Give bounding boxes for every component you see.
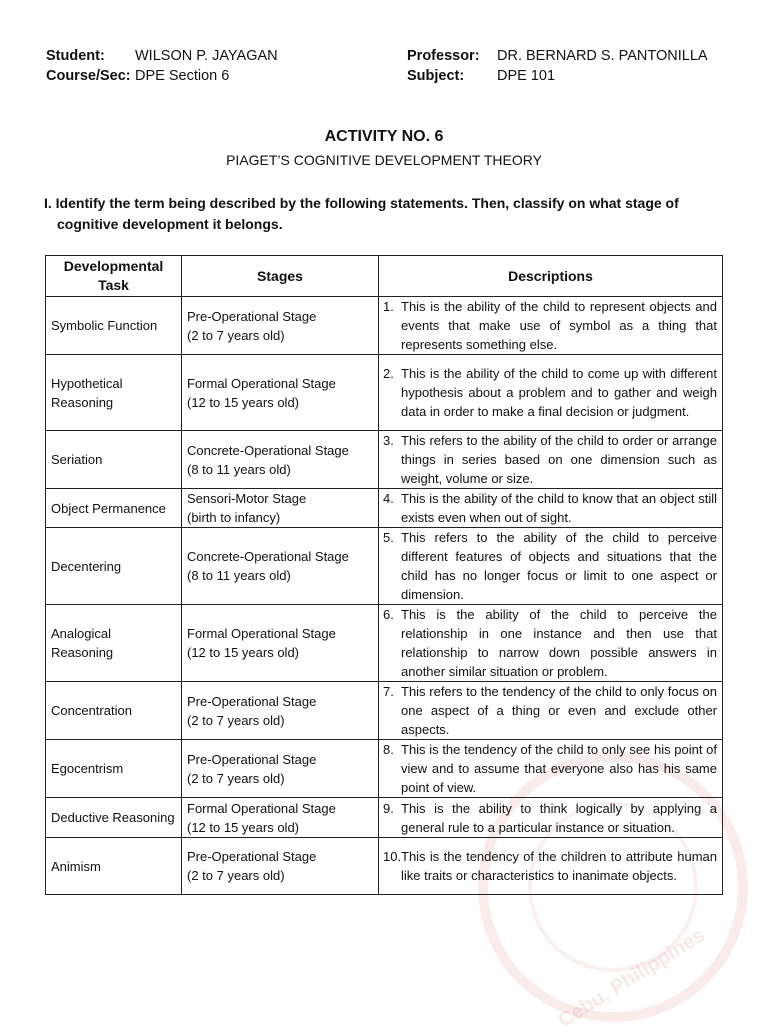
table-row — [46, 528, 723, 605]
task-cell — [46, 355, 182, 431]
stage-cell — [182, 431, 379, 489]
table-header-row — [46, 256, 723, 297]
stage-age: (12 to 15 years old) — [187, 819, 300, 835]
stage-age: (2 to 7 years old) — [187, 712, 285, 728]
description-cell — [379, 355, 723, 431]
stage-cell — [182, 838, 379, 895]
instruction-text: I. Identify the term being described by the following statements. Then, classify on what stage of cognitive development it belongs. — [44, 195, 679, 232]
stage-name: Formal Operational Stage — [187, 626, 336, 641]
item-number: 3. — [383, 433, 394, 448]
student-label: Student: — [46, 48, 105, 64]
task-cell — [46, 605, 182, 682]
task-cell — [46, 489, 182, 528]
item-number: 6. — [383, 607, 394, 622]
task-name: Concentration — [51, 703, 132, 718]
table-row — [46, 798, 723, 838]
description-cell — [379, 489, 723, 528]
stage-age: (12 to 15 years old) — [187, 645, 300, 660]
stage-age: (2 to 7 years old) — [187, 868, 285, 883]
table-row — [46, 489, 723, 528]
header-row-2 — [46, 66, 726, 86]
task-cell — [46, 431, 182, 489]
stage-cell — [182, 355, 379, 431]
description-cell — [379, 838, 723, 895]
description-text: This refers to the ability of the child to order or arrange things in series based on one dimension such as weight, volume or size. — [401, 433, 717, 486]
task-cell — [46, 297, 182, 355]
activity-title: ACTIVITY NO. 6 — [324, 128, 444, 145]
task-cell — [46, 798, 182, 838]
table-row — [46, 740, 723, 798]
stage-cell — [182, 489, 379, 528]
task-name: Object Permanence — [51, 500, 166, 516]
stage-name: Pre-Operational Stage — [187, 308, 317, 324]
header-descriptions: Descriptions — [379, 256, 723, 297]
stage-name: Concrete-Operational Stage — [187, 549, 349, 564]
description-text: This is the tendency of the child to only see his point of view and to assume that everyone also has his same point of view. — [401, 742, 717, 795]
professor-label: Professor: — [407, 48, 480, 64]
stage-cell — [182, 740, 379, 798]
task-name: Symbolic Function — [51, 318, 158, 333]
table-row — [46, 605, 723, 682]
task-name: Seriation — [51, 452, 103, 467]
stage-name: Pre-Operational Stage — [187, 849, 317, 864]
student-name: WILSON P. JAYAGAN — [135, 48, 278, 64]
header-row-1 — [46, 46, 726, 66]
item-number: 10. — [383, 849, 402, 864]
table-row — [46, 838, 723, 895]
item-number: 1. — [383, 299, 394, 314]
description-text: This is the ability of the child to come up with different hypothesis about a problem and to gather and weigh data in order to make a final decision or judgment. — [401, 366, 717, 419]
stage-name: Concrete-Operational Stage — [187, 442, 349, 458]
task-name: Analogical Reasoning — [51, 626, 114, 660]
stage-name: Pre-Operational Stage — [187, 693, 317, 709]
item-number: 2. — [383, 366, 394, 381]
stage-age: (2 to 7 years old) — [187, 770, 285, 786]
table-row — [46, 297, 723, 355]
task-name: Hypothetical Reasoning — [51, 375, 123, 410]
item-number: 5. — [383, 530, 394, 545]
stage-cell — [182, 798, 379, 838]
stage-cell — [182, 297, 379, 355]
stage-age: (12 to 15 years old) — [187, 394, 300, 410]
subject-value: DPE 101 — [497, 68, 556, 84]
task-cell — [46, 528, 182, 605]
professor-name: DR. BERNARD S. PANTONILLA — [497, 48, 708, 64]
item-number: 9. — [383, 800, 394, 816]
document-header — [46, 46, 726, 86]
header-stages: Stages — [182, 256, 379, 297]
description-cell — [379, 740, 723, 798]
description-text: This is the ability of the child to know that an object still exists even when out of sight. — [401, 491, 717, 525]
task-cell — [46, 838, 182, 895]
stage-cell — [182, 528, 379, 605]
description-text: This refers to the tendency of the child to only focus on one aspect of a thing or even and exclude other aspects. — [401, 684, 717, 737]
description-text: This is the ability of the child to perceive the relationship in one instance and then use that relationship to narrow down possible answers in another similar situation or problem. — [401, 607, 717, 679]
description-text: This is the tendency of the children to attribute human like traits or characteristics to inanimate objects. — [401, 849, 717, 883]
task-name: Decentering — [51, 558, 122, 574]
description-cell — [379, 297, 723, 355]
description-text: This is the ability of the child to represent objects and events that make use of symbol as a thing that represents something else. — [401, 299, 717, 352]
course-value: DPE Section 6 — [135, 68, 230, 84]
item-number: 7. — [383, 684, 394, 699]
stage-name: Formal Operational Stage — [187, 800, 336, 816]
description-cell — [379, 682, 723, 740]
stage-name: Formal Operational Stage — [187, 375, 336, 391]
description-cell — [379, 798, 723, 838]
stage-cell — [182, 682, 379, 740]
table-row — [46, 355, 723, 431]
activity-subtitle: PIAGET’S COGNITIVE DEVELOPMENT THEORY — [226, 152, 542, 168]
task-name: Egocentrism — [51, 761, 124, 776]
seal-text: Cebu, Philippines — [554, 924, 709, 1032]
item-number: 8. — [383, 742, 394, 757]
header-developmental-task: Developmental Task — [46, 256, 182, 297]
stage-name: Pre-Operational Stage — [187, 751, 317, 767]
subject-label: Subject: — [407, 68, 465, 84]
stage-age: (2 to 7 years old) — [187, 327, 285, 343]
item-number: 4. — [383, 491, 394, 506]
description-cell — [379, 431, 723, 489]
description-text: This refers to the ability of the child to perceive different features of objects and situations that the child has no longer focus or limit to one aspect or dimension. — [401, 530, 717, 602]
stage-cell — [182, 605, 379, 682]
stage-age: (8 to 11 years old) — [187, 461, 291, 477]
stage-age: (birth to infancy) — [187, 510, 281, 525]
course-label: Course/Sec: — [46, 68, 131, 84]
table-row — [46, 431, 723, 489]
stages-table — [45, 255, 723, 895]
task-cell — [46, 740, 182, 798]
task-name: Animism — [51, 858, 101, 874]
description-cell — [379, 605, 723, 682]
stage-name: Sensori-Motor Stage — [187, 491, 307, 506]
task-cell — [46, 682, 182, 740]
table-body — [46, 297, 723, 895]
description-text: This is the ability to think logically by applying a general rule to a particular instance or situation. — [401, 800, 717, 835]
stage-age: (8 to 11 years old) — [187, 568, 291, 583]
description-cell — [379, 528, 723, 605]
task-name: Deductive Reasoning — [51, 810, 175, 825]
table-row — [46, 682, 723, 740]
